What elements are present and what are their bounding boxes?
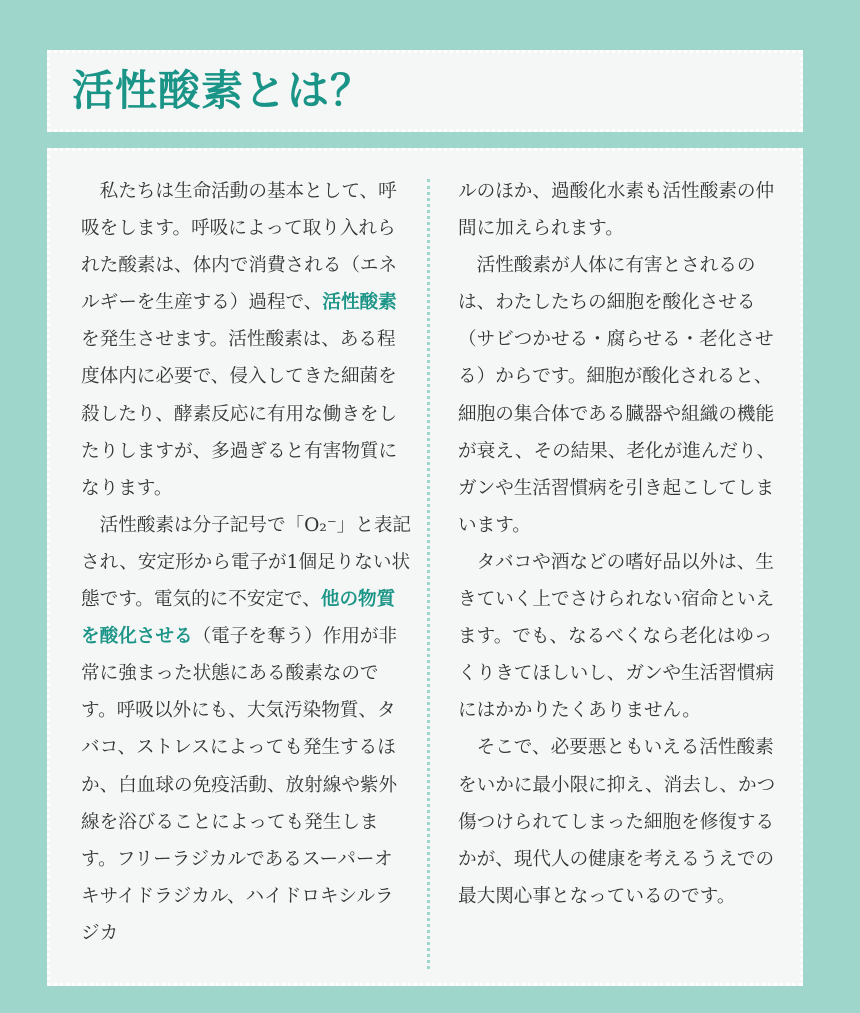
title-panel — [47, 50, 803, 132]
column-divider — [427, 179, 430, 969]
paragraph-2 — [81, 507, 411, 952]
paragraph-5: そこで、必要悪ともいえる活性酸素をいかに最小限に抑え、消去し、かつ傷つけられてしまった細胞を修復するかが、現代人の健康を考えるうえでの最大関心事となっているのです。 — [458, 737, 776, 907]
highlight-oxidize: 他の物質を酸化させる — [81, 589, 396, 648]
paragraph-2-text-b: （電子を奪う）作用が非常に強まった状態にある酸素なのです。呼吸以外にも、大気汚染物質、タバコ、ストレスによっても発生するほか、白血球の免疫活動、放射線や紫外線を浴びることによっても発生します。フリーラジカルであるスーパーオキサイドラジカル、ハイドロキシルラジカ — [81, 626, 398, 944]
paragraph-2-text-a: 活性酸素は分子記号で「O₂⁻」と表記され、安定形から電子が1個足りない状態です。電気的に不安定で、 — [81, 514, 412, 611]
paragraph-2-continued: ルのほか、過酸化水素も活性酸素の仲間に加えられます。 — [458, 181, 775, 240]
highlight-active-oxygen: 活性酸素 — [322, 292, 397, 314]
paragraph-1 — [81, 173, 411, 507]
right-column — [458, 173, 788, 915]
paragraph-3: 活性酸素が人体に有害とされるのは、わたしたちの細胞を酸化させる（サビつかせる・腐らせる・老化させる）からです。細胞が酸化されると、細胞の集合体である臓器や組織の機能が衰え、その結果、老化が進んだり、ガンや生活習慣病を引き起こしてしまいます。 — [458, 255, 776, 536]
paragraph-1-text-a: 私たちは生命活動の基本として、呼吸をします。呼吸によって取り入れられた酸素は、体内で消費される（エネルギーを生産する）過程で、 — [81, 181, 398, 314]
left-column — [81, 173, 411, 952]
paragraph-4: タバコや酒などの嗜好品以外は、生きていく上でさけられない宿命といえます。でも、なるべくなら老化はゆっくりきてほしいし、ガンや生活習慣病にはかかりたくありません。 — [458, 551, 775, 722]
article-panel — [47, 148, 803, 986]
paragraph-1-text-b: を発生させます。活性酸素は、ある程度体内に必要で、侵入してきた細菌を殺したり、酵素反応に有用な働きをしたりしますが、多過ぎると有害物質になります。 — [81, 329, 398, 499]
page-title: 活性酸素とは？ — [72, 66, 374, 115]
